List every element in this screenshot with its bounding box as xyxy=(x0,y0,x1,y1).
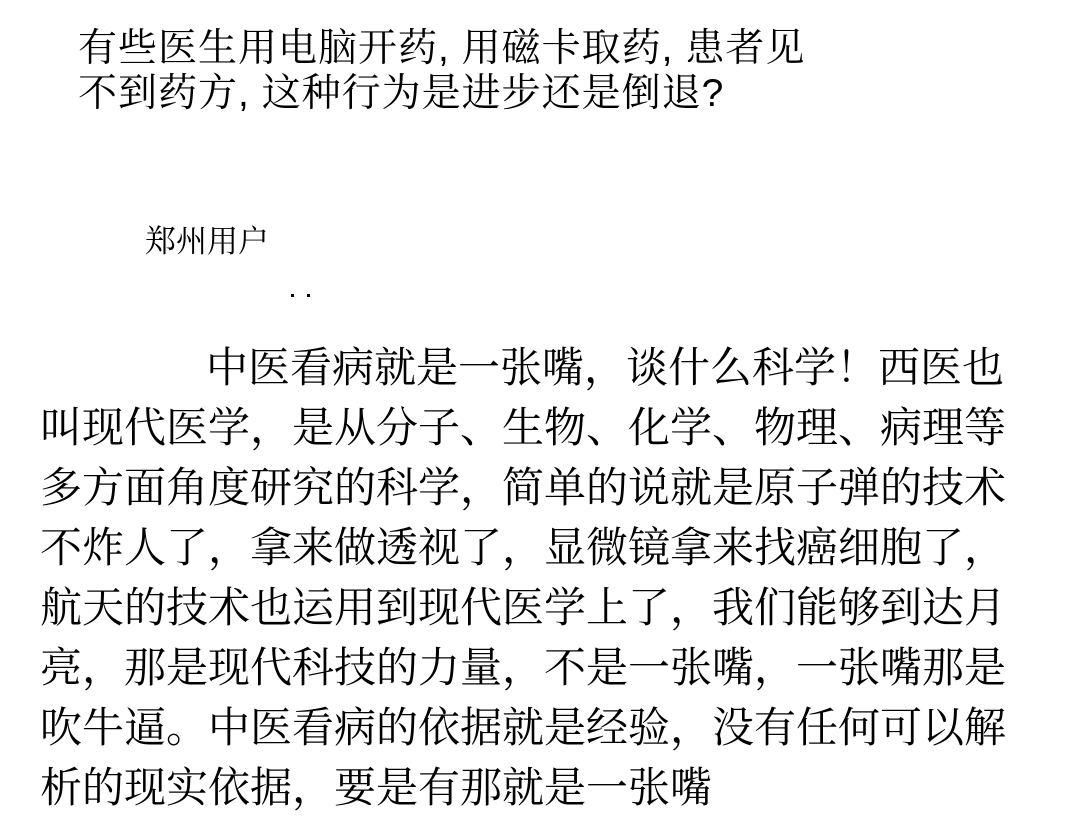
scan-artifact-dots xyxy=(291,294,315,298)
answer-line-5: 航天的技术也运用到现代医学上了，我们能够到达月 xyxy=(40,584,1007,631)
answer-line-3: 多方面角度研究的科学，简单的说就是原子弹的技术 xyxy=(40,464,1007,511)
question-title-line-2: 不到药方, 这种行为是进步还是倒退? xyxy=(78,72,725,115)
question-title xyxy=(78,26,1018,116)
answer-line-1: 中医看病就是一张嘴，谈什么科学！西医也 xyxy=(206,344,1005,391)
answer-line-4: 不炸人了，拿来做透视了，显微镜拿来找癌细胞了， xyxy=(40,524,1007,571)
answer-line-7: 吹牛逼。中医看病的依据就是经验，没有任何可以解 xyxy=(40,704,1007,751)
question-title-line-1: 有些医生用电脑开药, 用磁卡取药, 患者见 xyxy=(78,27,806,70)
scan-artifact-dot xyxy=(307,294,310,297)
answer-line-2: 叫现代医学，是从分子、生物、化学、物理、病理等 xyxy=(40,404,1007,451)
answer-line-8: 析的现实依据，要是有那就是一张嘴 xyxy=(40,764,713,811)
answer-line-6: 亮，那是现代科技的力量，不是一张嘴，一张嘴那是 xyxy=(40,644,1007,691)
scan-artifact-dot xyxy=(291,294,294,297)
answer-text xyxy=(40,338,1055,818)
author-name: 郑州用户 xyxy=(145,224,269,259)
